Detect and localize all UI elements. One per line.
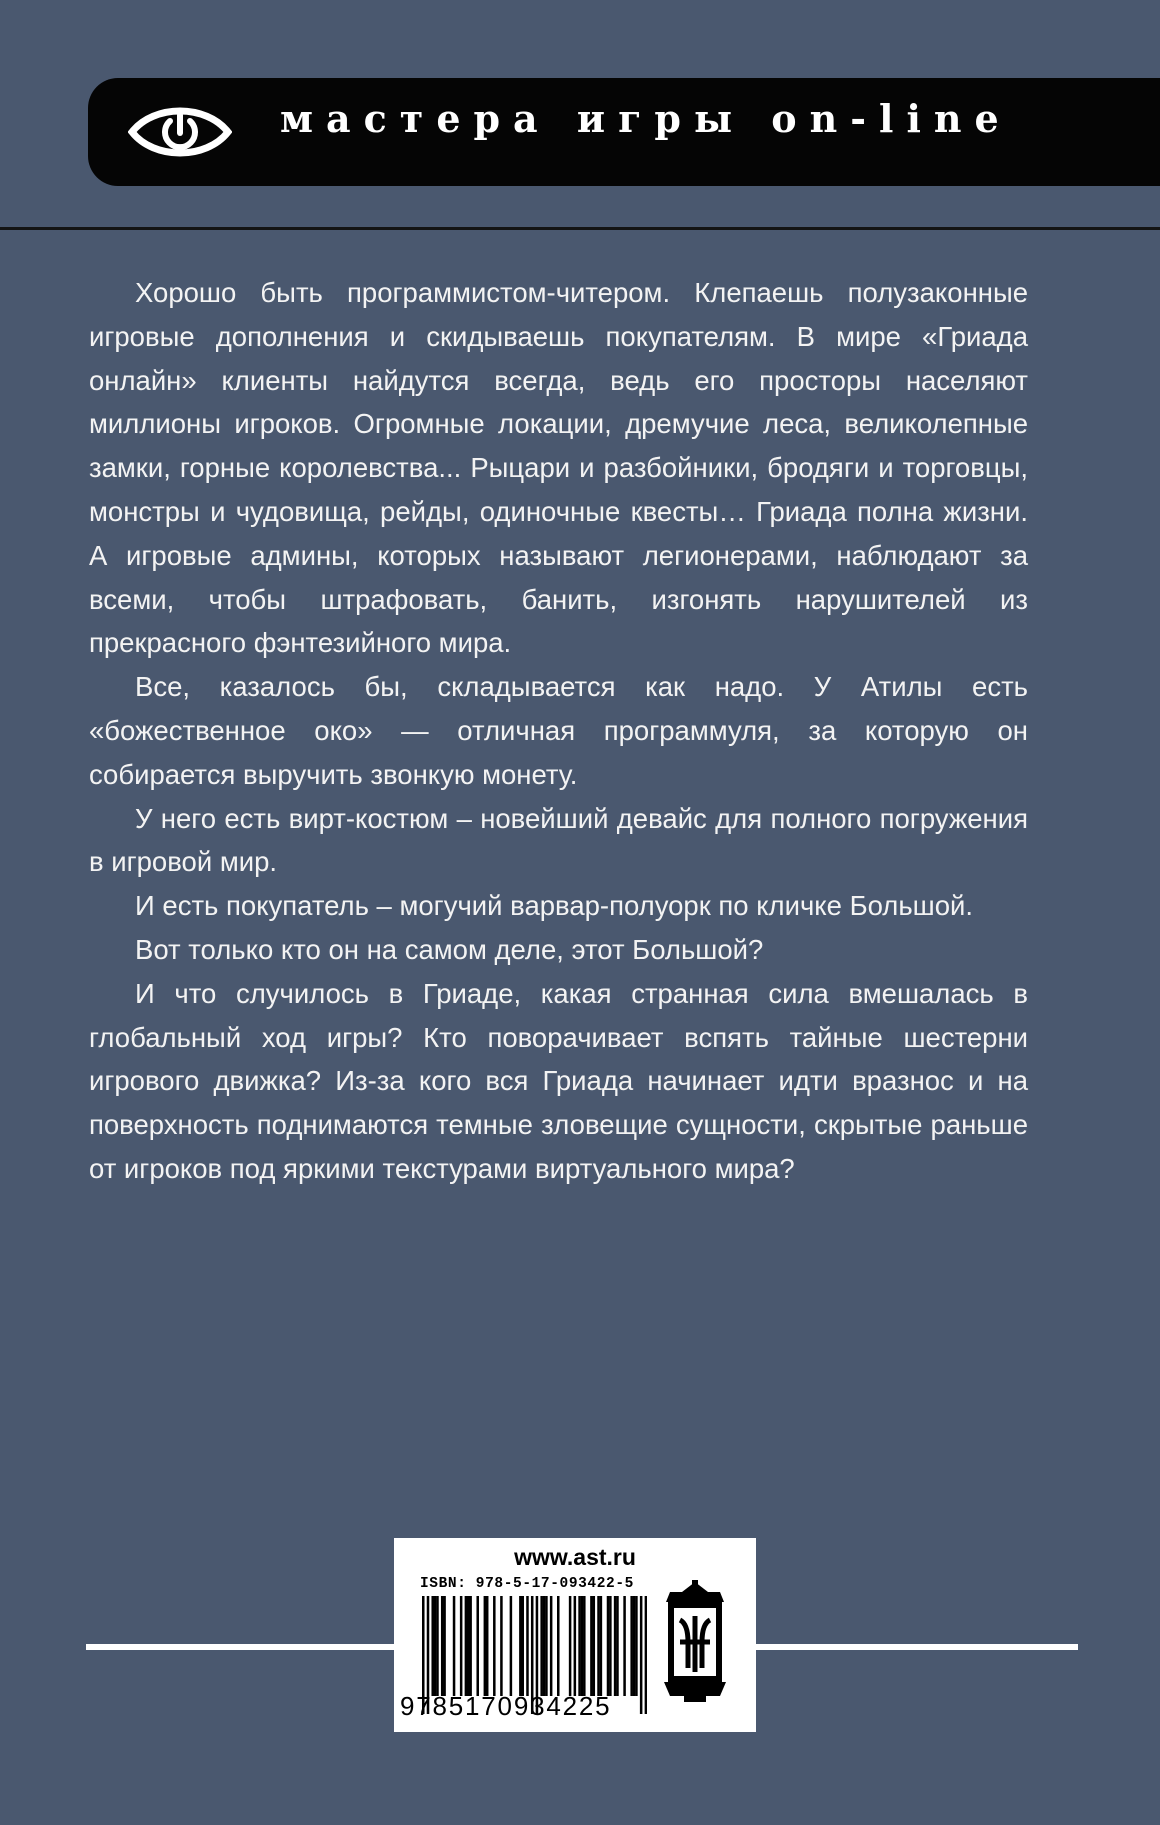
barcode-bar — [443, 1596, 446, 1696]
barcode-bar — [581, 1596, 584, 1696]
barcode-bar — [521, 1596, 524, 1696]
barcode-bar — [614, 1596, 617, 1696]
blurb-paragraph: И есть покупатель – могучий варвар-полуорк по кличке Большой. — [135, 890, 974, 922]
blurb-paragraph: Вот только кто он на самом деле, этот Большой? — [135, 933, 764, 965]
barcode-bar — [526, 1596, 529, 1696]
series-title: мастера игры on-line — [280, 96, 1012, 141]
blurb-paragraph: Все, казалось бы, складывается как надо. У Атилы есть «божественное око» — отличная программуля, за которую он собирается выручить звонкую монету. — [89, 671, 1028, 790]
barcode-bar — [500, 1596, 503, 1696]
barcode-bar — [557, 1596, 560, 1696]
barcode-bar — [569, 1596, 572, 1696]
isbn-number: ISBN: 978-5-17-093422-5 — [420, 1576, 634, 1592]
blurb-paragraph: Хорошо быть программистом-читером. Клепаешь полузаконные игровые дополнения и скидываешь покупателям. В мире «Гриада онлайн» клиенты найдутся всегда, ведь его просторы населяют миллионы игроков. Огромные локации, дремучие леса, великолепные замки, горные королевства... Рыцари и разбойники, бродяги и торговцы, монстры и чудовища, рейды, одиночные квесты… Гриада полна жизни. А игровые админы, которых называют легионерами, наблюдают за всеми, чтобы штрафовать, банить, изгонять нарушителей из прекрасного фэнтезийного мира. — [89, 277, 1028, 659]
barcode-bar — [630, 1596, 633, 1696]
barcode-bar — [476, 1596, 479, 1696]
barcode-bar — [633, 1596, 636, 1696]
blurb-paragraph: И что случилось в Гриаде, какая странная сила вмешалась в глобальный ход игры? Кто поворачивает вспять тайные шестерни игрового движка? Из-за кого вся Гриада начинает идти вразнос и на поверхность поднимаются темные зловещие сущности, скрытые раньше от игроков под яркими текстурами виртуального мира? — [89, 977, 1028, 1184]
barcode-bar — [465, 1596, 468, 1696]
ean-digits: 9785170934225 — [400, 1691, 612, 1721]
barcode-bar — [543, 1596, 546, 1696]
blurb-paragraph: У него есть вирт-костюм – новейший девайс для полного погружения в игровой мир. — [89, 802, 1028, 878]
barcode-bar — [623, 1596, 626, 1696]
barcode-bar — [519, 1596, 522, 1696]
barcode-bar — [600, 1596, 603, 1696]
barcode-bar — [607, 1596, 610, 1696]
bottom-divider-right — [756, 1644, 1078, 1650]
eye-power-icon — [128, 100, 232, 164]
barcode-bar — [640, 1596, 643, 1714]
bottom-divider-left — [86, 1644, 394, 1650]
barcode-bar — [635, 1596, 638, 1696]
barcode-bar — [593, 1596, 596, 1696]
barcode-bar — [436, 1596, 439, 1696]
publisher-url: www.ast.ru — [514, 1544, 636, 1570]
lantern-logo-icon — [658, 1580, 732, 1704]
barcode-bar — [645, 1596, 647, 1714]
barcode-bar — [469, 1596, 472, 1696]
barcode-bar — [550, 1596, 553, 1696]
barcode-bar — [434, 1596, 437, 1696]
barcode-bar — [574, 1596, 577, 1696]
barcode-bar — [597, 1596, 600, 1696]
barcode-bar — [460, 1596, 463, 1696]
barcode-bar — [441, 1596, 444, 1696]
barcode-bar — [467, 1596, 470, 1696]
blurb-text — [89, 271, 1028, 1191]
barcode-bar — [510, 1596, 513, 1696]
barcode-bar — [583, 1596, 586, 1696]
barcode-label — [394, 1538, 756, 1732]
barcode-bar — [590, 1596, 593, 1696]
header-divider — [0, 227, 1160, 230]
barcode-bar — [493, 1596, 496, 1696]
barcode-bar — [578, 1596, 581, 1696]
barcode-bar — [616, 1596, 619, 1696]
barcode-bar — [431, 1596, 434, 1696]
barcode-bar — [609, 1596, 612, 1696]
barcode-bar — [540, 1596, 543, 1696]
barcode-bar — [484, 1596, 487, 1696]
barcode-bar — [453, 1596, 456, 1696]
series-banner — [88, 78, 1160, 186]
barcode-bar — [486, 1596, 489, 1696]
barcode-bar — [545, 1596, 548, 1696]
